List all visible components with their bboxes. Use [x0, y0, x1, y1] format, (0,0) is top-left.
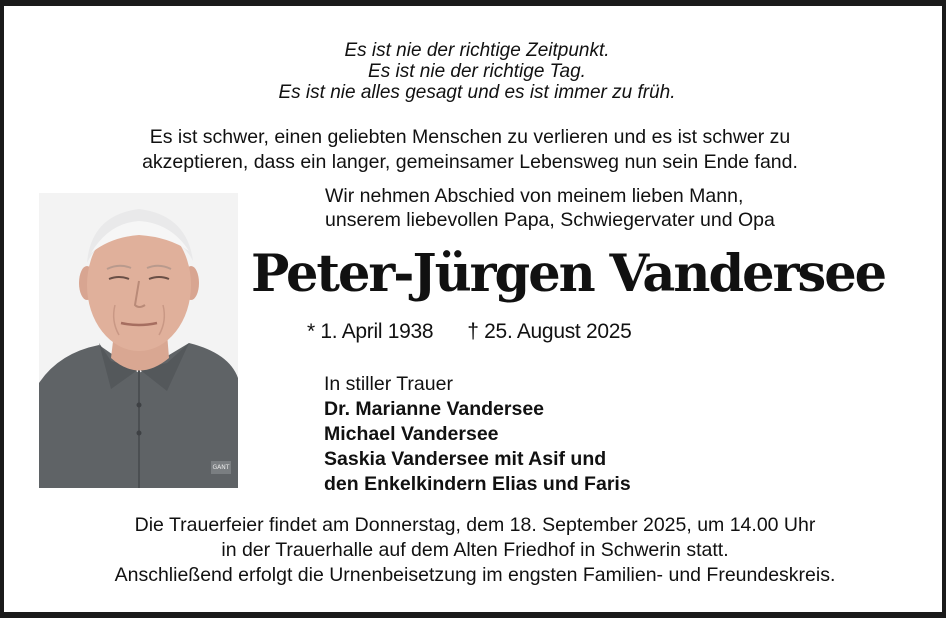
- funeral-line: Die Trauerfeier findet am Donnerstag, dem 18. September 2025, um 14.00 Uhr: [134, 514, 816, 536]
- life-dates: [307, 319, 631, 345]
- death-date: † 25. August 2025: [467, 320, 632, 343]
- funeral-line: in der Trauerhalle auf dem Alten Friedhof in Schwerin statt.: [221, 539, 729, 561]
- funeral-line: Anschließend erfolgt die Urnenbeisetzung im engsten Familien- und Freundeskreis.: [114, 564, 836, 586]
- mourner-name: Saskia Vandersee mit Asif und: [324, 448, 607, 470]
- portrait-photo: [39, 193, 238, 488]
- birth-date: * 1. April 1938: [307, 320, 434, 343]
- shirt-logo-text: GANT: [212, 464, 230, 471]
- quote-line: Es ist nie der richtige Zeitpunkt.: [344, 40, 610, 61]
- intro-text: [4, 125, 936, 175]
- farewell-text: [325, 184, 775, 232]
- quote-line: Es ist nie alles gesagt und es ist immer zu früh.: [278, 82, 676, 103]
- farewell-line: unserem liebevollen Papa, Schwiegervater und Opa: [325, 209, 775, 231]
- funeral-info: [4, 513, 946, 588]
- quote-line: Es ist nie der richtige Tag.: [368, 61, 586, 82]
- farewell-line: Wir nehmen Abschied von meinem lieben Mann,: [325, 185, 744, 207]
- mourners-heading: In stiller Trauer: [324, 373, 453, 395]
- mourner-name: Dr. Marianne Vandersee: [324, 398, 545, 420]
- mourner-name: den Enkelkindern Elias und Faris: [324, 473, 631, 495]
- intro-line: akzeptieren, dass ein langer, gemeinsamer Lebensweg nun sein Ende fand.: [142, 151, 798, 173]
- deceased-name: Peter-Jürgen Vandersee: [251, 244, 886, 304]
- opening-quote: [4, 40, 946, 103]
- intro-line: Es ist schwer, einen geliebten Menschen zu verlieren und es ist schwer zu: [149, 126, 791, 148]
- mourner-name: Michael Vandersee: [324, 423, 499, 445]
- mourners-block: [324, 372, 631, 497]
